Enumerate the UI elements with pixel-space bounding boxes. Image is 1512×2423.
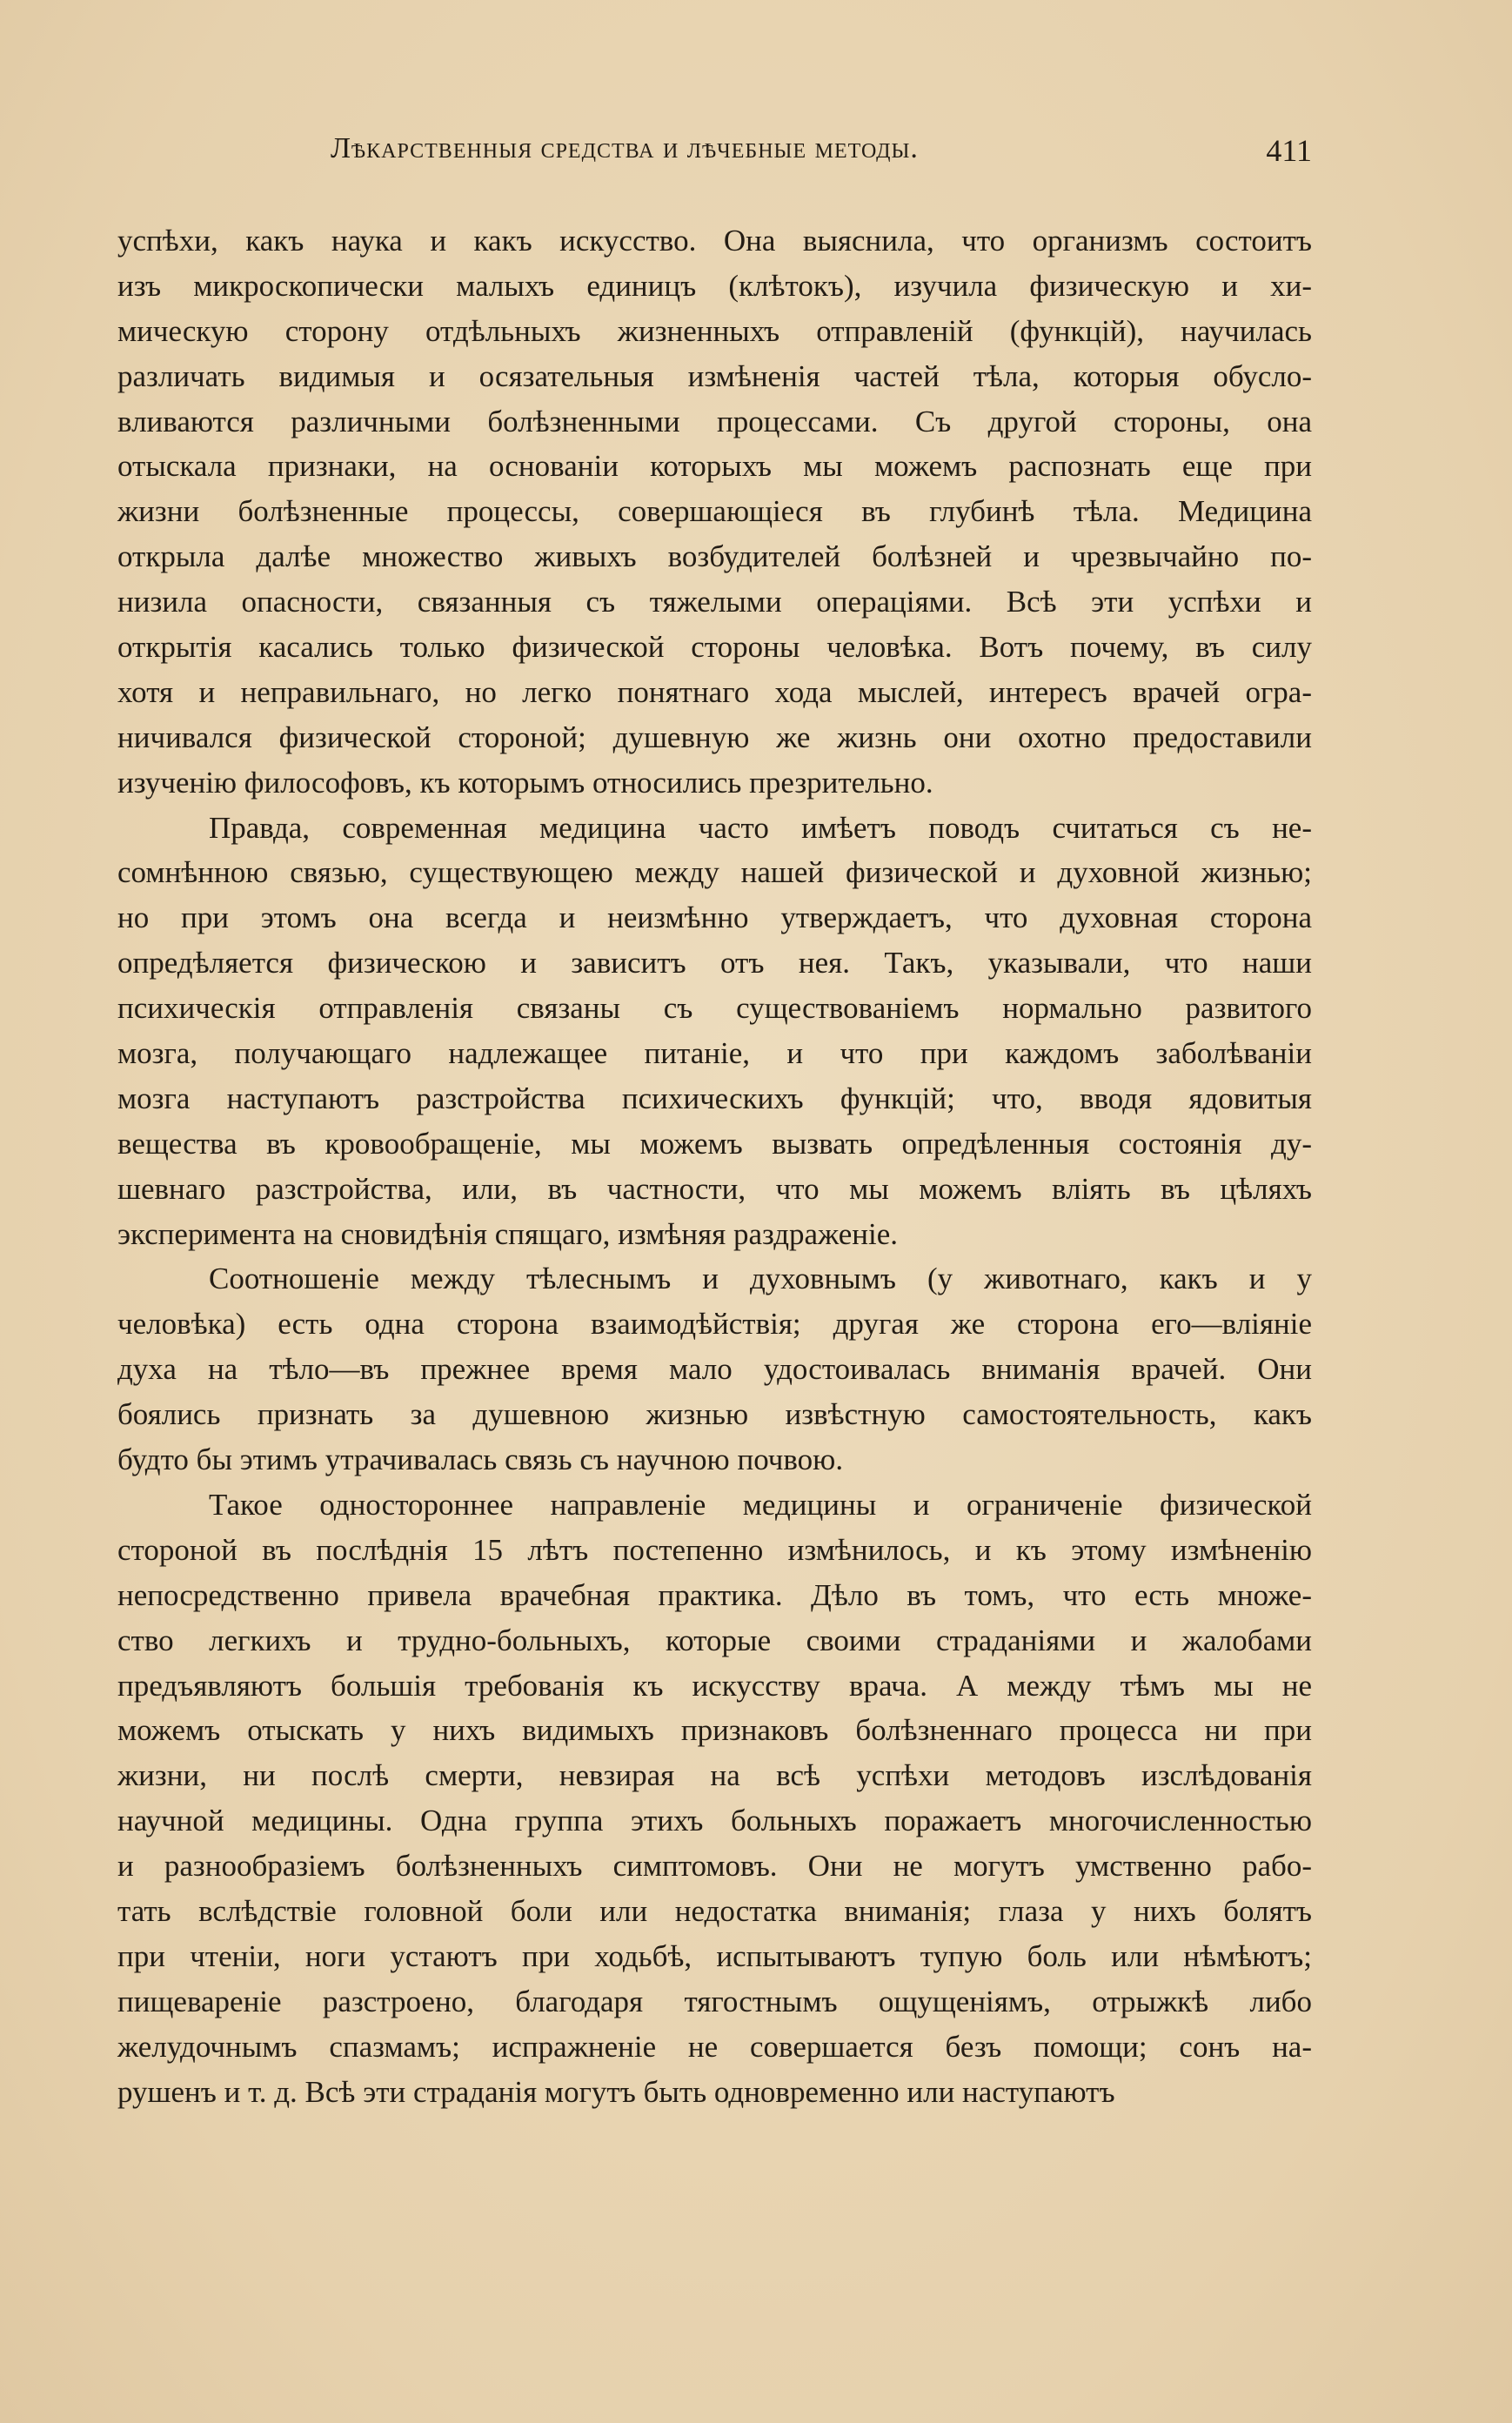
text-line: шевнаго разстройства, или, въ частности, что мы можемъ вліять въ цѣляхъ <box>117 1171 1312 1206</box>
text-line: хотя и неправильнаго, но легко понятнаго хода мыслей, интересъ врачей огра- <box>117 674 1312 709</box>
text-line: при чтеніи, ноги устаютъ при ходьбѣ, испытываютъ тупую боль или нѣмѣютъ; <box>117 1938 1312 1973</box>
paragraph <box>117 806 1312 1257</box>
text-line: отыскала признаки, на основаніи которыхъ мы можемъ распознать еще при <box>117 449 1312 484</box>
text-line: успѣхи, какъ наука и какъ искусство. Она выяснила, что организмъ состоитъ <box>117 224 1312 258</box>
paragraph <box>117 1483 1312 2114</box>
page-number: 411 <box>1266 133 1312 168</box>
text-line: вливаются различными болѣзненными процессами. Съ другой стороны, она <box>117 404 1312 438</box>
text-line: будто бы этимъ утрачивалась связь съ научною почвою. <box>117 1442 844 1477</box>
text-line: предъявляютъ большія требованія къ искусству врача. А между тѣмъ мы не <box>117 1668 1312 1703</box>
text-line: опредѣляется физическою и зависитъ отъ нея. Такъ, указывали, что наши <box>117 946 1312 981</box>
running-title: Лѣкарственныя средства и лѣчебные методы. <box>331 132 919 164</box>
text-line: различать видимыя и осязательныя измѣненія частей тѣла, которыя обусло- <box>117 358 1312 393</box>
text-line: изъ микроскопически малыхъ единицъ (клѣтокъ), изучила физическую и хи- <box>117 268 1312 303</box>
text-line: мозга, получающаго надлежащее питаніе, и что при каждомъ заболѣваніи <box>117 1036 1312 1071</box>
text-line: человѣка) есть одна сторона взаимодѣйствія; другая же сторона его—вліяніе <box>117 1307 1312 1342</box>
text-line: мическую сторону отдѣльныхъ жизненныхъ отправленій (функцій), научилась <box>117 313 1312 348</box>
text-line: тать вслѣдствіе головной боли или недостатка вниманія; глаза у нихъ болятъ <box>117 1893 1312 1928</box>
text-line: духа на тѣло—въ прежнее время мало удостоивалась вниманія врачей. Они <box>117 1352 1312 1387</box>
text-line: изученію философовъ, къ которымъ относились презрительно. <box>117 765 933 800</box>
text-line: сомнѣнною связью, существующею между нашей физической и духовной жизнью; <box>117 855 1312 890</box>
text-line: боялись признать за душевною жизнью извѣстную самостоятельность, какъ <box>117 1397 1312 1432</box>
text-line: низила опасности, связанныя съ тяжелыми операціями. Всѣ эти успѣхи и <box>117 585 1312 619</box>
text-line: непосредственно привела врачебная практика. Дѣло въ томъ, что есть множе- <box>117 1577 1312 1612</box>
text-line: жизни болѣзненные процессы, совершающіеся въ глубинѣ тѣла. Медицина <box>117 494 1312 529</box>
text-line: ничивался физической стороной; душевную же жизнь они охотно предоставили <box>117 720 1312 754</box>
text-line: научной медицины. Одна группа этихъ больныхъ поражаетъ многочисленностью <box>117 1804 1312 1838</box>
text-line: рушенъ и т. д. Всѣ эти страданія могутъ быть одновременно или наступаютъ <box>117 2074 1115 2109</box>
text-line: открыла далѣе множество живыхъ возбудителей болѣзней и чрезвычайно по- <box>117 539 1312 574</box>
body-text <box>117 218 1312 2114</box>
text-line: ство легкихъ и трудно-больныхъ, которые своими страданіями и жалобами <box>117 1623 1312 1657</box>
text-line: открытія касались только физической стороны человѣка. Вотъ почему, въ силу <box>117 630 1312 665</box>
paragraph <box>117 1256 1312 1482</box>
text-line: психическія отправленія связаны съ существованіемъ нормально развитого <box>117 991 1312 1026</box>
text-line: Соотношеніе между тѣлеснымъ и духовнымъ (у животнаго, какъ и у <box>209 1262 1312 1296</box>
text-line: пищевареніе разстроено, благодаря тягостнымъ ощущеніямъ, отрыжкѣ либо <box>117 1984 1312 2018</box>
text-line: Такое одностороннее направленіе медицины и ограниченіе физической <box>209 1487 1312 1522</box>
page-header <box>117 132 1312 181</box>
text-line: Правда, современная медицина часто имѣетъ поводъ считаться съ не- <box>209 810 1312 845</box>
text-line: вещества въ кровообращеніе, мы можемъ вызвать опредѣленныя состоянія ду- <box>117 1126 1312 1161</box>
paragraph <box>117 218 1312 806</box>
text-line: стороной въ послѣднія 15 лѣтъ постепенно измѣнилось, и къ этому измѣненію <box>117 1532 1312 1567</box>
text-line: но при этомъ она всегда и неизмѣнно утверждаетъ, что духовная сторона <box>117 900 1312 935</box>
text-line: желудочнымъ спазмамъ; испражненіе не совершается безъ помощи; сонъ на- <box>117 2029 1312 2064</box>
text-line: и разнообразіемъ болѣзненныхъ симптомовъ. Они не могутъ умственно рабо- <box>117 1849 1312 1884</box>
text-line: можемъ отыскать у нихъ видимыхъ признаковъ болѣзненнаго процесса ни при <box>117 1713 1312 1748</box>
text-line: мозга наступаютъ разстройства психическихъ функцій; что, вводя ядовитыя <box>117 1081 1312 1115</box>
text-line: эксперимента на сновидѣнія спящаго, измѣняя раздраженіе. <box>117 1216 899 1251</box>
text-line: жизни, ни послѣ смерти, невзирая на всѣ успѣхи методовъ изслѣдованія <box>117 1758 1312 1793</box>
